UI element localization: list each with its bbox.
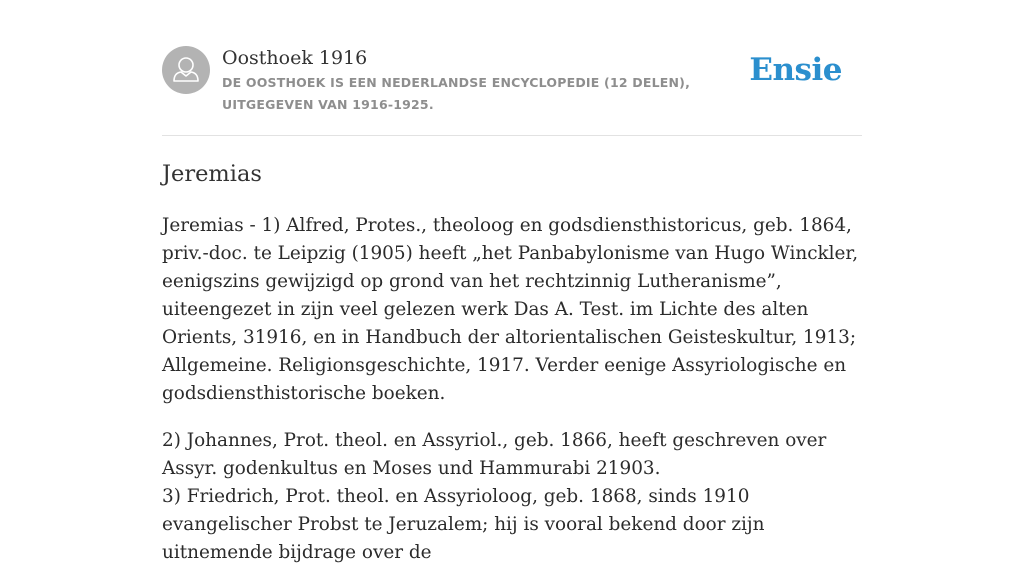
entry-paragraph: Jeremias - 1) Alfred, Protes., theoloog en godsdiensthistoricus, geb. 1864, priv.-doc. te Leipzig (1905) heeft „het Panbabylonisme van Hugo Winckler, eenigszins gewijzigd op grond van het rechtzinnig Lutheranisme”, uiteengezet in zijn veel gelezen werk Das A. Test. im Lichte des alten Orients, 31916, en in Handbuch der altorientalischen Geisteskultur, 1913; Allgemeine. Religionsgeschichte, 1917. Verder eenige Assyriologische en godsdiensthistorische boeken. [162, 215, 859, 404]
ensie-logo[interactable]: Ensie [749, 52, 842, 88]
user-icon [162, 46, 210, 94]
entry-title: Jeremias [162, 161, 262, 187]
avatar[interactable] [162, 46, 210, 94]
divider [162, 135, 862, 136]
entry-body [162, 212, 862, 586]
entry-paragraph: 2) Johannes, Prot. theol. en Assyriol., geb. 1866, heeft geschreven over Assyr. godenkultus en Moses und Hammurabi 21903. 3) Friedrich, Prot. theol. en Assyrioloog, geb. 1868, sinds 1910 evangelischer Probst te Jeruzalem; hij is vooral bekend door zijn uitnemende bijdrage over de [162, 430, 827, 563]
source-description: DE OOSTHOEK IS EEN NEDERLANDSE ENCYCLOPEDIE (12 DELEN), UITGEGEVEN VAN 1916-1925. [222, 75, 691, 112]
source-header [162, 46, 862, 116]
source-title[interactable]: Oosthoek 1916 [222, 47, 368, 69]
